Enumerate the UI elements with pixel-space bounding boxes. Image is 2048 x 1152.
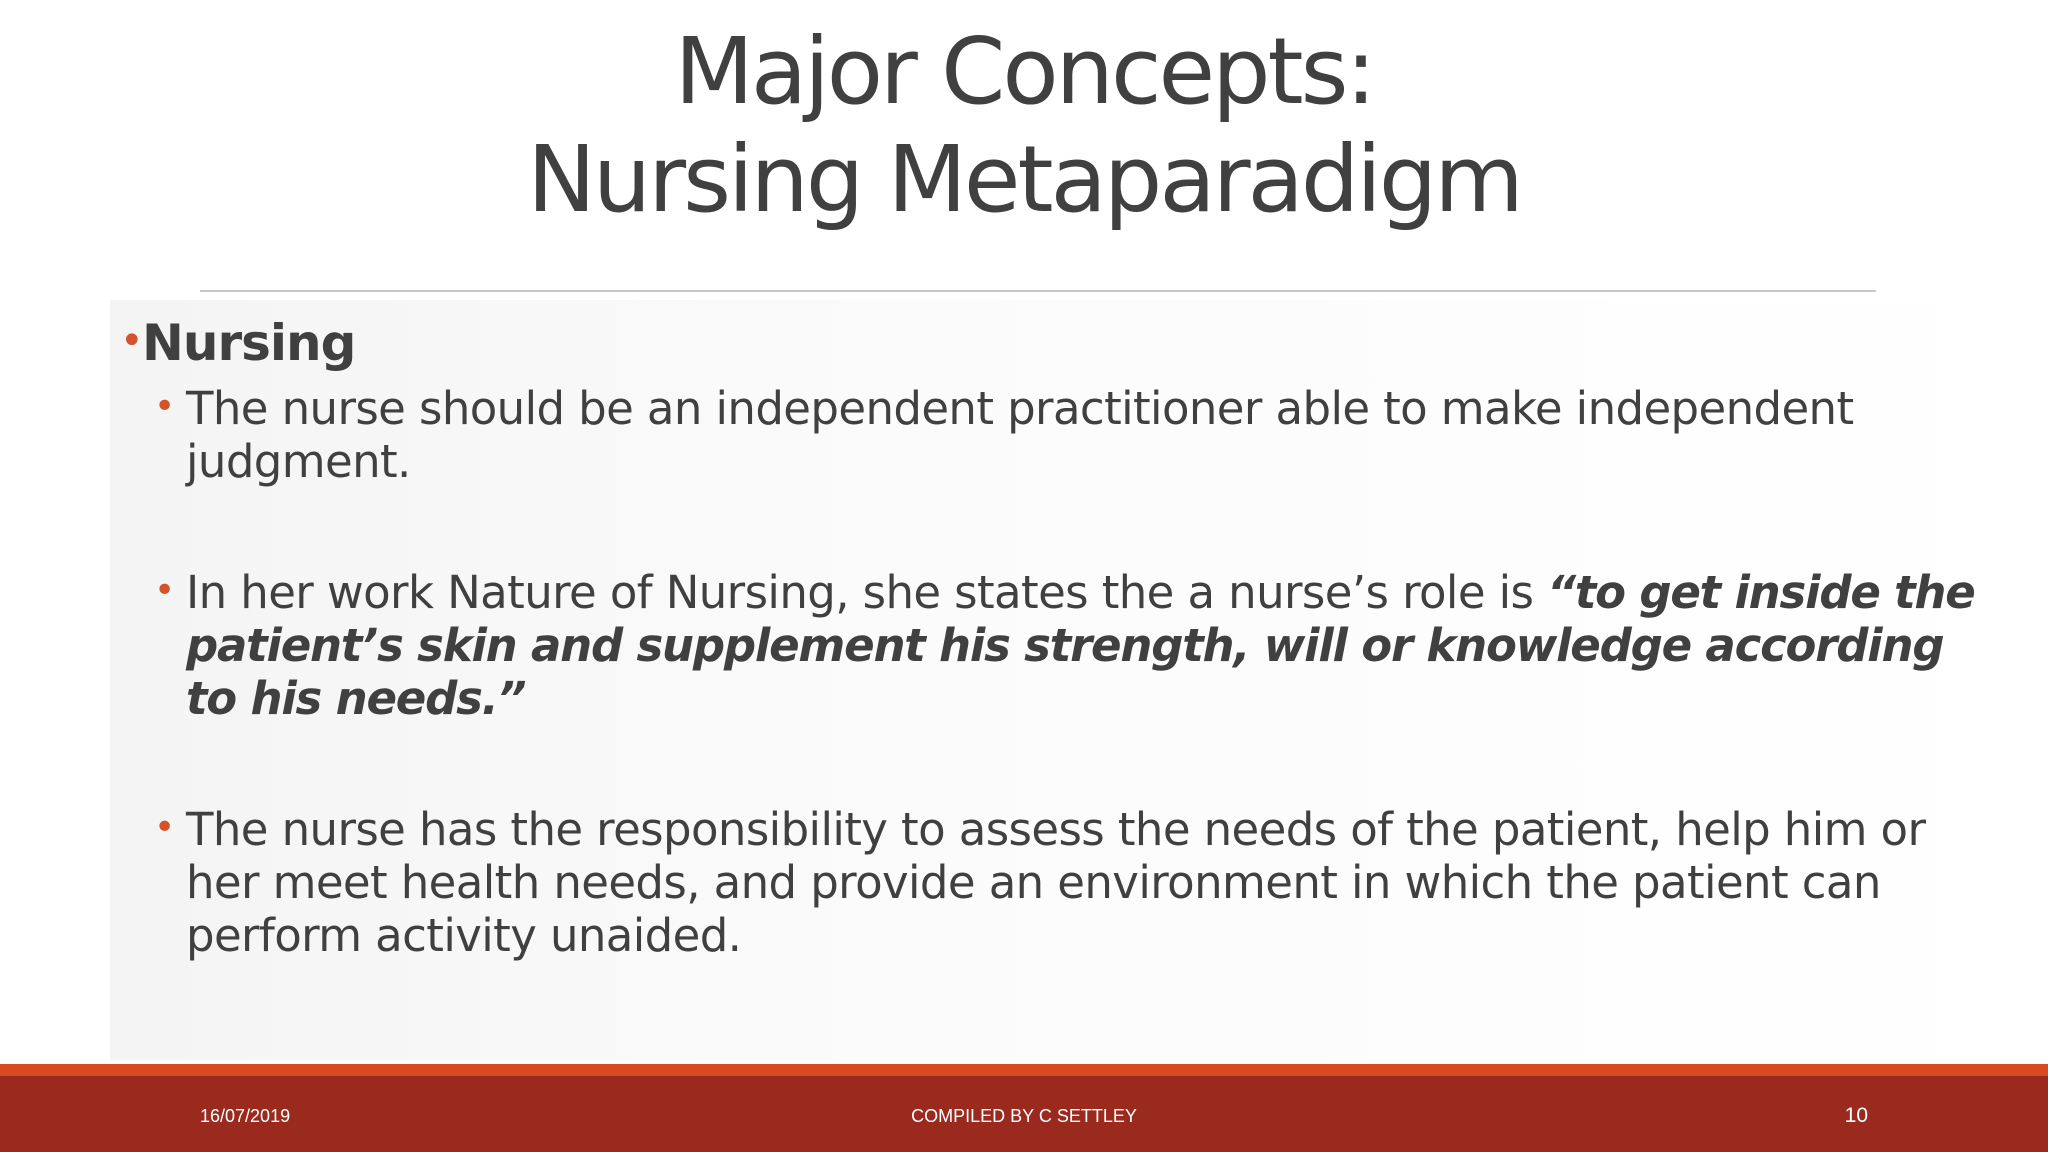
slide-number: 10	[1844, 1104, 1868, 1127]
bullet-item-2	[120, 566, 1980, 725]
footer-bar	[0, 1076, 2048, 1152]
bullet-text: The nurse has the responsibility to assess the needs of the patient, help him or her meet health needs, and provide an environment in which the patient can perform activity unaided.	[186, 803, 1926, 962]
footer-date: 16/07/2019	[200, 1106, 291, 1126]
slide-body	[120, 310, 1980, 962]
title-divider	[200, 290, 1876, 292]
bullet-icon: •	[120, 318, 143, 364]
bullet-icon: •	[154, 807, 175, 848]
slide-title	[0, 18, 2048, 234]
bullet-item-3	[120, 803, 1980, 962]
footer-accent-bar	[0, 1064, 2048, 1076]
heading-text: Nursing	[142, 314, 356, 372]
title-line-2: Nursing Metaparadigm	[527, 126, 1521, 233]
bullet-icon: •	[154, 386, 175, 427]
bullet-icon: •	[154, 570, 175, 611]
bullet-heading-nursing	[120, 310, 1980, 376]
bullet-text: In her work Nature of Nursing, she states the a nurse’s role is	[186, 566, 1548, 619]
footer-compiled-by: COMPILED BY C SETTLEY	[911, 1106, 1137, 1126]
bullet-text: The nurse should be an independent practitioner able to make independent judgment.	[186, 382, 1854, 488]
bullet-item-1	[120, 382, 1980, 488]
bullet-quote: “to get inside the patient’s skin and supplement his strength, will or knowledge according to his needs.”	[186, 566, 1975, 725]
title-line-1: Major Concepts:	[674, 18, 1374, 125]
